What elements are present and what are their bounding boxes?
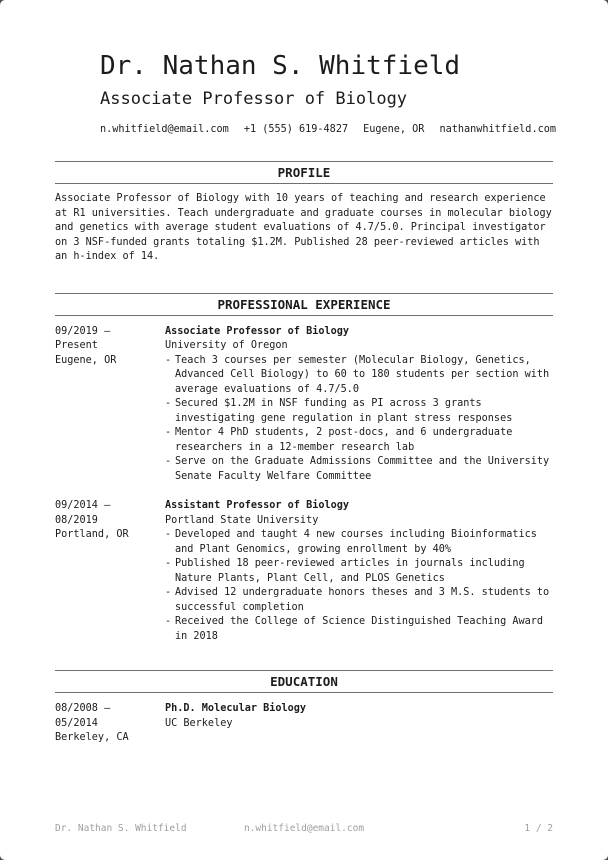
footer-email: n.whitfield@email.com [243, 823, 365, 834]
entry-details [165, 325, 553, 485]
page-footer [55, 822, 553, 835]
bullet-marker: - [165, 456, 172, 467]
job-bullet [165, 615, 553, 644]
job-bullet [165, 455, 553, 484]
bullet-text: Received the College of Science Distinguished Teaching Award in 2018 [175, 616, 544, 642]
entry-location: Portland, OR [55, 529, 129, 540]
bullet-text: Developed and taught 4 new courses including Bioinformatics and Plant Genomics, growing enrollment by 40% [175, 529, 537, 555]
entry-details [165, 499, 553, 644]
candidate-name: Dr. Nathan S. Whitfield [100, 51, 461, 81]
resume-header [100, 51, 556, 136]
entry-date-end: 08/2019 [55, 514, 98, 526]
bullet-marker: - [165, 587, 172, 598]
bullet-marker: - [165, 354, 172, 366]
footer-page-indicator: 1 / 2 [524, 823, 553, 834]
entry-date-location [55, 702, 165, 746]
experience-entry [55, 325, 553, 485]
experience-section [55, 293, 553, 645]
bullet-text: Teach 3 courses per semester (Molecular Biology, Genetics, Advanced Cell Biology) to 60 to 180 students per section with average evaluations of 4.7/5.0 [175, 354, 550, 395]
education-heading: EDUCATION [55, 670, 553, 693]
bullet-text: Advised 12 undergraduate honors theses and 3 M.S. students to successful completion [175, 587, 550, 613]
contact-email: n.whitfield@email.com [100, 124, 229, 135]
bullet-text: Mentor 4 PhD students, 2 post-docs, and 6 undergraduate researchers in a 12-member research lab [175, 427, 513, 453]
entry-location: Berkeley, CA [55, 732, 129, 743]
degree-institution: UC Berkeley [165, 717, 233, 729]
job-organization: Portland State University [165, 514, 319, 526]
entry-date-end: Present [55, 340, 98, 351]
profile-heading: PROFILE [55, 161, 553, 184]
education-entry [55, 702, 553, 746]
contact-line [100, 123, 556, 136]
job-bullet [165, 354, 553, 398]
entry-details [165, 702, 553, 746]
job-bullet [165, 426, 553, 455]
entry-location: Eugene, OR [55, 354, 117, 366]
footer-name: Dr. Nathan S. Whitfield [55, 823, 187, 834]
bullet-text: Published 18 peer-reviewed articles in journals including Nature Plants, Plant Cell, and PLOS Genetics [175, 558, 525, 584]
entry-date-location [55, 325, 165, 485]
entry-date-start: 08/2008 – [55, 703, 111, 714]
entry-date-start: 09/2014 – [55, 500, 111, 511]
job-bullet [165, 557, 553, 586]
contact-phone: +1 (555) 619-4827 [243, 124, 349, 135]
education-section [55, 670, 553, 746]
job-title: Assistant Professor of Biology [165, 500, 350, 511]
job-bullet [165, 528, 553, 557]
experience-entry [55, 499, 553, 644]
experience-heading: PROFESSIONAL EXPERIENCE [55, 293, 553, 316]
resume-content [0, 51, 608, 746]
bullet-marker: - [165, 427, 172, 438]
bullet-text: Secured $1.2M in NSF funding as PI across 3 grants investigating gene regulation in plant stress responses [175, 398, 513, 424]
bullet-marker: - [165, 616, 172, 627]
entry-date-start: 09/2019 – [55, 325, 111, 337]
candidate-title: Associate Professor of Biology [100, 89, 408, 109]
entry-date-location [55, 499, 165, 644]
job-bullet [165, 397, 553, 426]
bullet-text: Serve on the Graduate Admissions Committee and the University Senate Faculty Welfare Committee [175, 456, 550, 482]
contact-website: nathanwhitfield.com [439, 124, 556, 135]
job-organization: University of Oregon [165, 340, 288, 351]
entry-date-end: 05/2014 [55, 717, 98, 729]
bullet-marker: - [165, 558, 172, 569]
degree-title: Ph.D. Molecular Biology [165, 703, 307, 714]
job-title: Associate Professor of Biology [165, 325, 350, 337]
profile-summary: Associate Professor of Biology with 10 years of teaching and research experience at R1 universities. Teach undergraduate and graduate courses in molecular biology and genetics with average student evaluations of 4.7/5.0. Principal investigator on 3 NSF-funded grants totaling $1.2M. Published 28 peer-reviewed articles with an h-index of 14. [55, 193, 552, 262]
job-bullet [165, 586, 553, 615]
profile-section [55, 161, 553, 265]
contact-location: Eugene, OR [363, 124, 425, 135]
bullet-marker: - [165, 398, 172, 409]
bullet-marker: - [165, 529, 172, 540]
